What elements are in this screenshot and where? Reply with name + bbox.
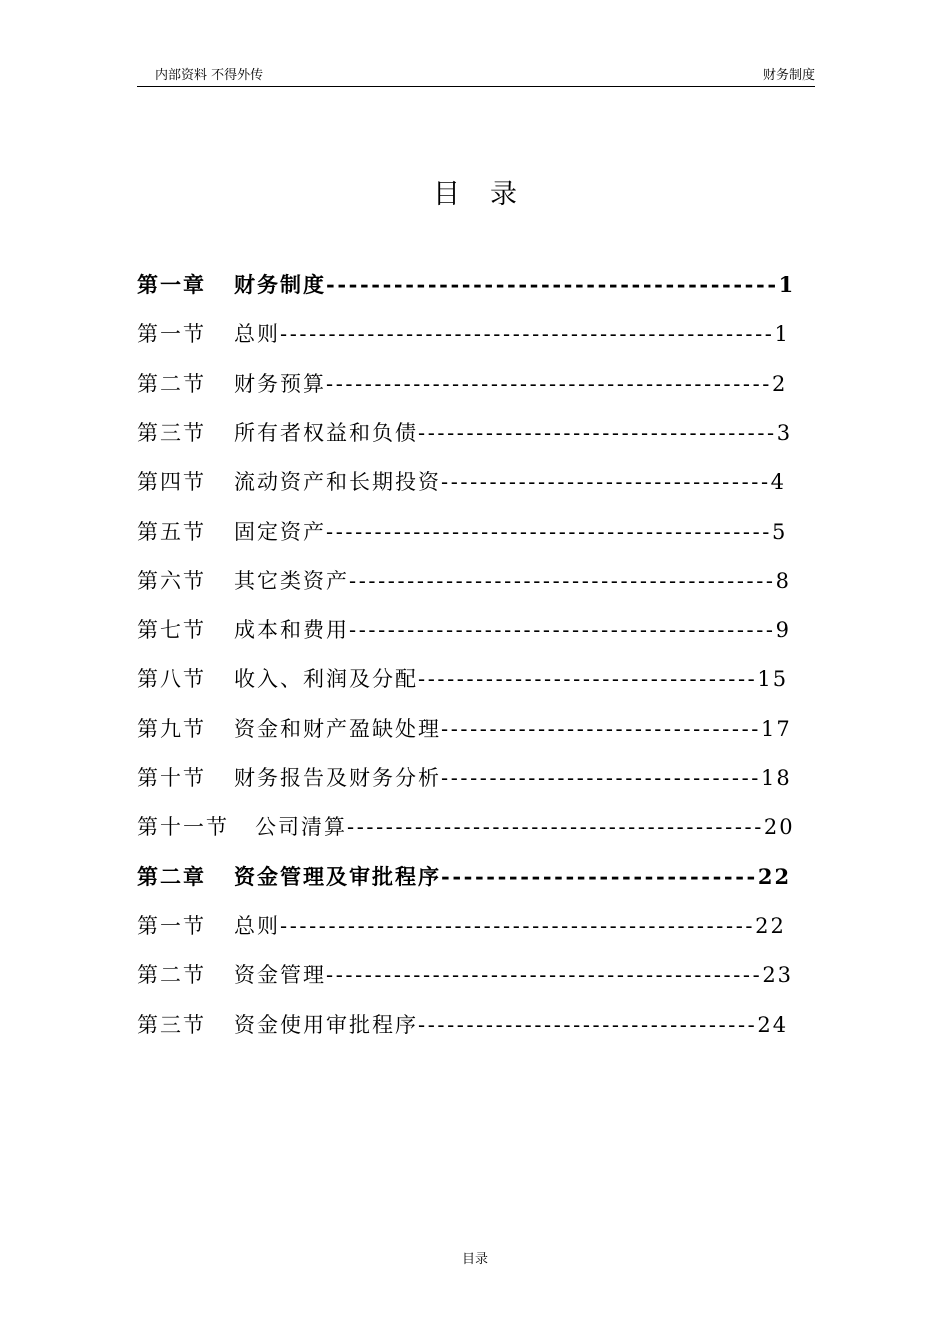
toc-leader-dashes: ---------------------------- [441, 863, 758, 889]
toc-entry-label: 流动资产和长期投资 [234, 470, 441, 495]
toc-section-entry[interactable] [137, 714, 792, 744]
toc-leader-dashes: ----------------------------------- [418, 667, 758, 692]
toc-section-entry[interactable] [137, 960, 793, 990]
toc-entry-number: 第七节 [137, 618, 206, 643]
toc-section-entry[interactable] [137, 763, 792, 793]
toc-page-number: 1 [774, 322, 790, 347]
toc-entry-label: 资金管理 [234, 963, 326, 988]
toc-section-entry[interactable] [137, 369, 787, 399]
toc-page-number: 17 [760, 716, 792, 741]
toc-entry-label: 总则 [234, 322, 280, 347]
toc-section-entry[interactable] [137, 566, 791, 596]
toc-page-number: 15 [757, 667, 789, 692]
toc-entry-label: 收入、利润及分配 [234, 667, 418, 692]
toc-entry-label: 资金和财产盈缺处理 [234, 716, 441, 741]
toc-entry-number: 第三节 [137, 420, 206, 445]
toc-page-number: 1 [778, 272, 796, 297]
toc-leader-dashes: ---------------------------------------------- [326, 371, 773, 396]
toc-chapter-entry[interactable] [137, 862, 791, 892]
toc-entry-number: 第二节 [137, 371, 206, 396]
toc-section-entry[interactable] [137, 1010, 788, 1040]
toc-leader-dashes: --------------------------------------------------- [280, 322, 775, 347]
toc-leader-dashes: ----------------------------------- [418, 1012, 758, 1037]
toc-entry-number: 第六节 [137, 568, 206, 593]
toc-page-number: 22 [755, 913, 786, 938]
toc-leader-dashes: ------------------------------------------------- [280, 913, 756, 938]
header-left-text: 内部资料 不得外传 [155, 68, 264, 83]
toc-section-entry[interactable] [137, 911, 786, 941]
toc-page-number: 9 [775, 618, 791, 643]
toc-page-number: 2 [772, 371, 788, 396]
toc-page-number: 4 [770, 470, 787, 495]
toc-chapter-entry[interactable] [137, 270, 795, 300]
toc-leader-dashes: ---------------------------------------------- [326, 519, 773, 544]
toc-entry-label: 资金管理及审批程序 [234, 863, 441, 889]
toc-section-entry[interactable] [137, 418, 792, 448]
toc-entry-label: 成本和费用 [234, 618, 349, 643]
toc-leader-dashes: --------------------------------- [441, 716, 761, 741]
toc-entry-label: 其它类资产 [234, 568, 349, 593]
toc-entry-number: 第十一节 [137, 815, 229, 840]
toc-section-entry[interactable] [137, 615, 791, 645]
toc-page-number: 23 [762, 963, 794, 988]
toc-entry-label: 固定资产 [234, 519, 326, 544]
toc-entry-number: 第四节 [137, 470, 206, 495]
toc-leader-dashes: --------------------------------------------- [326, 963, 763, 988]
toc-entry-number: 第一节 [137, 322, 206, 347]
toc-page-number: 24 [757, 1012, 789, 1037]
toc-entry-label: 所有者权益和负债 [234, 420, 418, 445]
toc-leader-dashes: ------------------------------------- [418, 420, 777, 445]
toc-entry-number: 第三节 [137, 1012, 206, 1037]
toc-page-number: 5 [772, 519, 788, 544]
toc-entry-label: 财务报告及财务分析 [234, 766, 441, 790]
toc-leader-dashes: ---------------------------------------- [326, 272, 779, 297]
toc-page-number: 8 [775, 568, 791, 593]
toc-entry-number: 第五节 [137, 519, 206, 544]
toc-entry-label: 总则 [234, 913, 280, 938]
toc-entry-number: 第九节 [137, 716, 206, 741]
toc-page-number: 18 [760, 766, 792, 790]
toc-section-entry[interactable] [137, 664, 788, 694]
toc-entry-label: 财务预算 [234, 371, 326, 396]
toc-leader-dashes: -------------------------------------------- [349, 618, 776, 643]
toc-entry-number: 第二章 [137, 863, 206, 889]
page-title: 目录 [433, 179, 547, 210]
header-right-text: 财务制度 [762, 68, 815, 83]
toc-entry-number: 第一节 [137, 913, 206, 938]
toc-leader-dashes: -------------------------------------------- [349, 568, 776, 593]
page-footer: 目录 [461, 1252, 488, 1267]
toc-page-number: 20 [763, 815, 795, 840]
toc-section-entry[interactable] [137, 467, 786, 497]
toc-leader-dashes: ------------------------------------------- [347, 815, 764, 840]
toc-page-number: 22 [757, 863, 792, 889]
toc-entry-number: 第二节 [137, 963, 206, 988]
toc-entry-number: 第八节 [137, 667, 206, 692]
toc-entry-label: 公司清算 [255, 815, 347, 840]
toc-section-entry[interactable] [137, 517, 787, 547]
toc-entry-number: 第十节 [137, 766, 206, 790]
toc-section-entry[interactable] [137, 812, 795, 842]
toc-entry-number: 第一章 [137, 272, 206, 297]
toc-entry-label: 资金使用审批程序 [234, 1012, 418, 1037]
page-header [137, 66, 815, 87]
toc-leader-dashes: ---------------------------------- [441, 470, 771, 495]
toc-leader-dashes: --------------------------------- [441, 766, 761, 790]
toc-section-entry[interactable] [137, 319, 790, 349]
toc-entry-label: 财务制度 [234, 272, 326, 297]
toc-page-number: 3 [776, 420, 793, 445]
